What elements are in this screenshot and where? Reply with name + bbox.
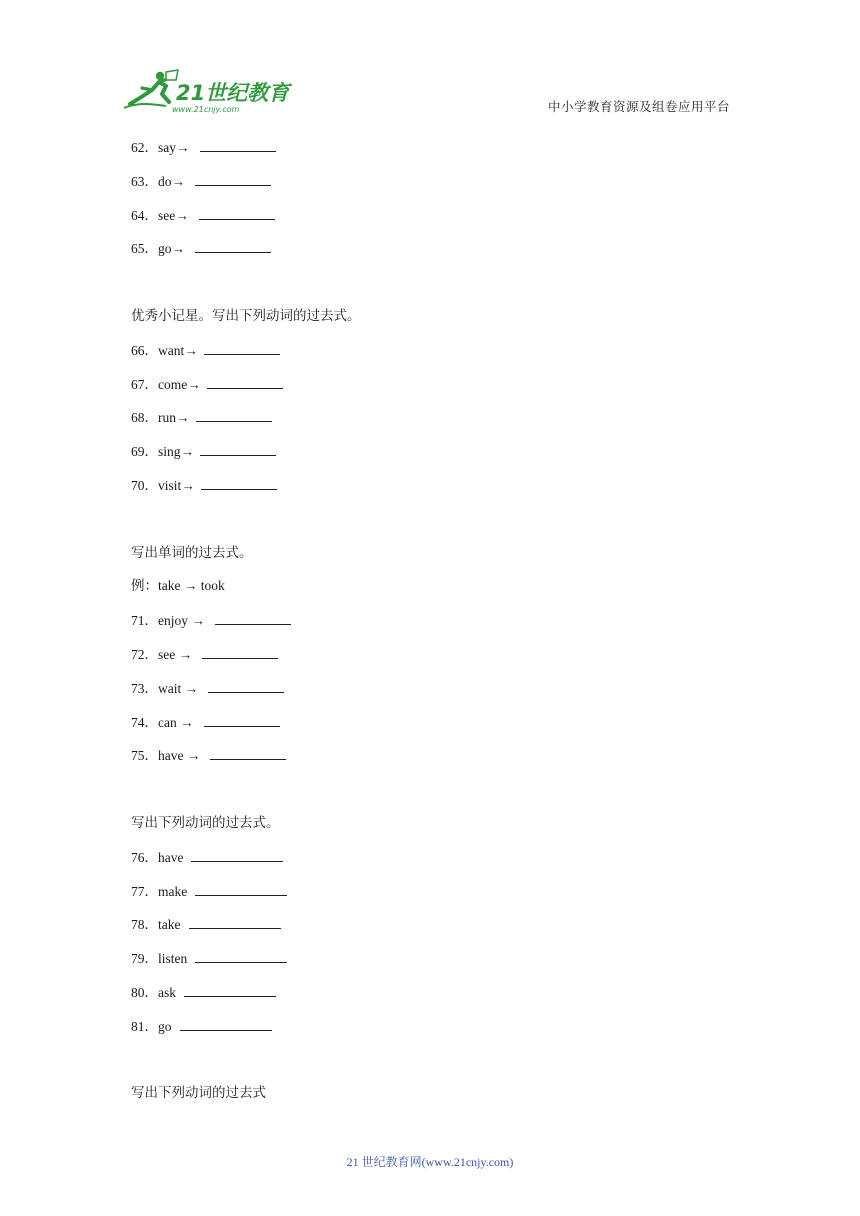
question-word: see → [158, 647, 193, 662]
answer-blank[interactable] [215, 610, 291, 625]
question-item [131, 238, 271, 259]
answer-blank[interactable] [201, 475, 277, 490]
question-number: 62． [131, 140, 158, 155]
question-number: 75． [131, 748, 158, 764]
question-item [131, 745, 286, 766]
question-number: 65． [131, 241, 158, 257]
question-number: 81． [131, 1018, 158, 1034]
question-number: 80． [131, 985, 158, 1000]
answer-blank[interactable] [200, 441, 276, 456]
site-logo [122, 68, 292, 116]
question-number: 78． [131, 917, 158, 933]
question-number: 68． [131, 410, 158, 426]
question-word: enjoy → [158, 613, 205, 629]
question-item [131, 441, 276, 462]
logo-text: 21世纪教育 [176, 81, 290, 105]
question-number: 73． [131, 680, 158, 696]
answer-blank[interactable] [191, 847, 283, 862]
question-word: listen [158, 951, 188, 967]
section-heading: 写出下列动词的过去式。 [131, 815, 280, 830]
question-number: 69． [131, 444, 158, 460]
answer-blank[interactable] [199, 205, 275, 220]
answer-blank[interactable] [180, 1016, 272, 1031]
section-heading: 优秀小记星。写出下列动词的过去式。 [131, 308, 361, 323]
question-word: want→ [158, 342, 198, 358]
section-heading: 写出单词的过去式。 [131, 544, 253, 560]
answer-blank[interactable] [204, 712, 280, 727]
header-platform-name: 中小学教育资源及组卷应用平台 [547, 100, 730, 114]
question-item [131, 982, 276, 1003]
question-item [131, 205, 275, 226]
answer-blank[interactable] [210, 745, 286, 760]
answer-blank[interactable] [195, 238, 271, 253]
question-word: say→ [158, 140, 190, 155]
question-word: make [158, 883, 188, 899]
question-item [131, 644, 278, 665]
question-item [131, 847, 283, 868]
answer-blank[interactable] [207, 374, 283, 389]
question-item [131, 881, 287, 902]
question-item [131, 948, 287, 969]
question-word: have [158, 849, 184, 865]
answer-blank[interactable] [204, 340, 280, 355]
example-line: 例：take → took [131, 578, 225, 594]
question-word: wait → [158, 680, 199, 696]
question-word: visit→ [158, 478, 195, 493]
question-item [131, 407, 272, 428]
question-number: 64． [131, 207, 158, 223]
page-header [0, 0, 860, 130]
answer-blank[interactable] [195, 881, 287, 896]
question-word: can → [158, 714, 194, 730]
question-number: 66． [131, 342, 158, 358]
answer-blank[interactable] [195, 948, 287, 963]
question-number: 74． [131, 714, 158, 730]
answer-blank[interactable] [189, 914, 281, 929]
question-item [131, 610, 291, 631]
question-item [131, 137, 276, 158]
question-item [131, 678, 284, 699]
question-number: 71． [131, 613, 158, 629]
question-word: go→ [158, 241, 185, 257]
question-word: see→ [158, 207, 189, 223]
question-number: 72． [131, 647, 158, 662]
question-word: sing→ [158, 444, 195, 460]
question-item [131, 475, 277, 496]
answer-blank[interactable] [208, 678, 284, 693]
question-number: 63． [131, 173, 158, 189]
answer-blank[interactable] [195, 171, 271, 186]
question-number: 77． [131, 883, 158, 899]
question-item [131, 712, 280, 733]
question-item [131, 374, 283, 395]
question-item [131, 914, 281, 935]
question-word: do→ [158, 173, 185, 189]
answer-blank[interactable] [202, 644, 278, 659]
question-word: ask [158, 985, 176, 1000]
answer-blank[interactable] [200, 137, 276, 152]
question-number: 79． [131, 951, 158, 967]
page-footer: 21 世纪教育网(www.21cnjy.com) [346, 1155, 514, 1169]
question-item [131, 1016, 272, 1037]
answer-blank[interactable] [184, 982, 276, 997]
question-word: come→ [158, 376, 201, 392]
section-heading: 写出下列动词的过去式 [131, 1085, 266, 1101]
answer-blank[interactable] [196, 407, 272, 422]
question-word: run→ [158, 410, 190, 426]
question-number: 76． [131, 849, 158, 865]
question-item [131, 171, 271, 192]
question-number: 67． [131, 376, 158, 392]
question-word: have → [158, 748, 201, 764]
logo-url: www.21cnjy.com [172, 105, 240, 114]
question-word: go [158, 1018, 172, 1034]
question-word: take [158, 917, 181, 933]
question-number: 70． [131, 478, 158, 493]
question-item [131, 340, 280, 361]
